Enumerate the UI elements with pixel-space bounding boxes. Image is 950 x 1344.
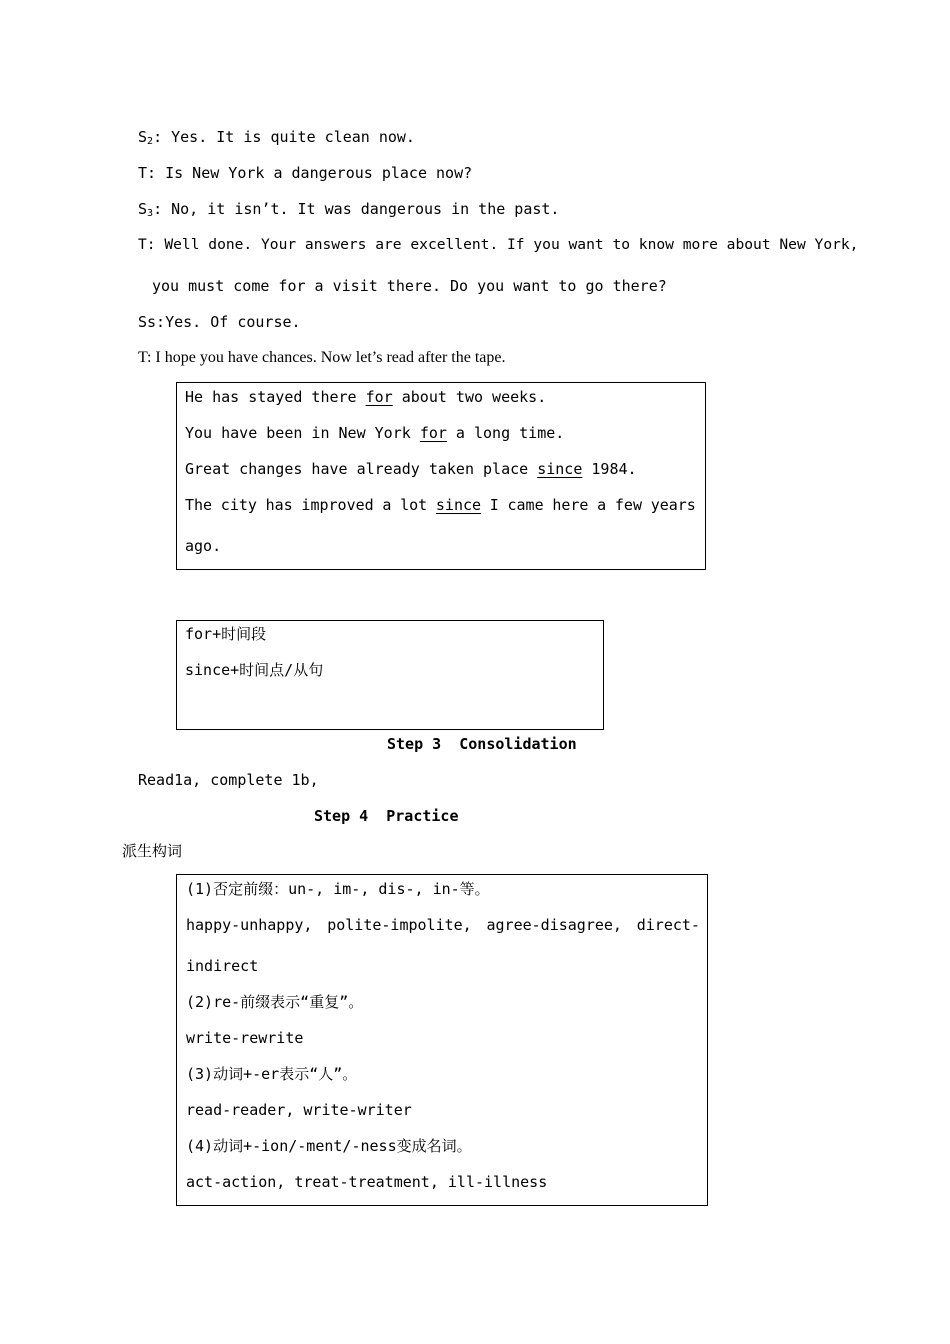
step4-heading: Step 4 Practice [314,807,459,825]
step3-heading: Step 3 Consolidation [387,735,577,753]
example-sentence: You have been in New York for a long time. [185,424,565,442]
speaker-number: 3 [147,208,154,219]
keyword-for: for [419,424,447,442]
rule-item: (3)动词+-er表示“人”。 [186,1065,358,1083]
rule-item: (1)否定前缀：un-, im-, dis-, in-等。 [186,880,490,898]
rule-example: act-action, treat-treatment, ill-illness [186,1173,548,1191]
grammar-rule-box [176,620,604,730]
rule-example: read-reader, write-writer [186,1101,412,1119]
dialogue-line-s3 [138,199,559,224]
rule-for: for+时间段 [185,625,267,643]
dialogue-line-t3: T: I hope you have chances. Now let’s read after the tape. [138,349,506,366]
keyword-since: since [537,460,583,478]
speaker-label: S [138,128,148,146]
dialogue-text: : Yes. It is quite clean now. [153,128,415,146]
dialogue-line-t1: T: Is New York a dangerous place now? [138,164,473,182]
keyword-for: for [365,388,393,406]
dialogue-line-ss: Ss:Yes. Of course. [138,313,301,331]
keyword-since: since [435,496,482,514]
rule-example-cont: indirect [186,957,259,975]
speaker-label: S [138,200,148,218]
rule-example: write-rewrite [186,1029,304,1047]
example-sentence: The city has improved a lot since I came here a few years [185,496,696,514]
speaker-number: 2 [147,136,154,147]
example-sentence: He has stayed there for about two weeks. [185,388,547,406]
example-sentences-box [176,382,706,570]
example-sentence-cont: ago. [185,537,222,555]
step3-text: Read1a, complete 1b, [138,771,319,789]
example-sentence: Great changes have already taken place since 1984. [185,460,637,478]
section-title: 派生构词 [122,842,183,860]
dialogue-text: : No, it isn’t. It was dangerous in the past. [153,200,560,218]
dialogue-line-s2 [138,127,415,152]
rule-item: (4)动词+-ion/-ment/-ness变成名词。 [186,1137,472,1155]
dialogue-line-t2-cont: you must come for a visit there. Do you want to go there? [152,277,667,295]
rule-example: happy-unhappy, polite-impolite, agree-disagree, direct- [186,916,700,934]
word-formation-box [176,874,708,1206]
rule-item: (2)re-前缀表示“重复”。 [186,993,364,1011]
dialogue-line-t2: T: Well done. Your answers are excellent. If you want to know more about New York, [138,236,859,253]
rule-since: since+时间点/从句 [185,661,324,679]
